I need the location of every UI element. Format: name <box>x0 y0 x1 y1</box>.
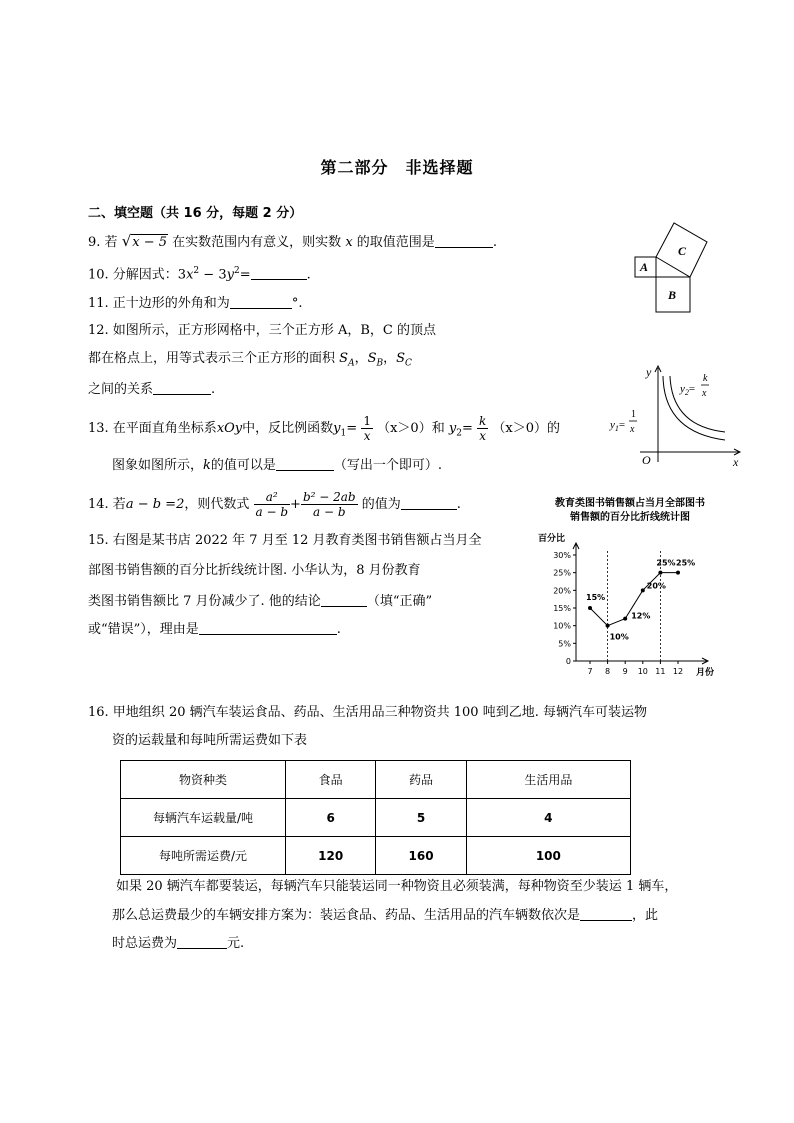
chart-title-2: 销售额的百分比折线统计图 <box>570 512 690 523</box>
data-label: 20% <box>646 581 666 591</box>
q15-answer-blank-1[interactable] <box>321 592 367 607</box>
table-cell: 5 <box>376 799 466 837</box>
origin-label: O <box>642 453 651 467</box>
q12-sep: ， <box>354 351 368 366</box>
data-point <box>606 624 610 628</box>
q13-text: 13. 在平面直角坐标系 <box>88 421 217 436</box>
q9-var: x <box>345 235 353 250</box>
table-row <box>121 799 631 837</box>
label-y2-num: k <box>703 373 708 384</box>
q16-text-4a: 那么总运费最少的车辆安排方案为：装运食品、药品、生活用品的汽车辆数依次是 <box>112 908 581 923</box>
q9-text-3: 的取值范围是 <box>356 235 435 250</box>
q13-eq2: = <box>461 421 473 436</box>
question-15-line4 <box>88 620 341 639</box>
question-12-line3 <box>88 380 215 399</box>
q14-frac1-den: a − b <box>255 505 289 519</box>
q12-sub-b: B <box>376 358 384 369</box>
q13-cond: （x＞0）和 <box>377 421 445 436</box>
question-12-line1: 12. 如图所示，正方形网格中，三个正方形 A，B，C 的顶点 <box>88 323 436 338</box>
q12-s3: S <box>396 351 406 366</box>
question-16-line2: 资的运载量和每吨所需运费如下表 <box>112 733 308 748</box>
table-header-cell: 物资种类 <box>121 761 286 799</box>
q13-text-2: 图象如图所示， <box>112 458 204 473</box>
section-heading: 二、填空题（共 16 分，每题 2 分） <box>88 206 303 221</box>
q13-fraction-2 <box>477 414 488 443</box>
label-y2: $y_2=$ <box>680 383 696 397</box>
label-a: A <box>640 260 649 274</box>
q14-post: 的值为 <box>361 497 401 512</box>
data-point <box>676 571 680 575</box>
question-15-line2: 部图书销售额的百分比折线统计图. 小华认为，8 月份教育 <box>88 563 421 578</box>
table-cell: 100 <box>466 837 630 875</box>
q10-var-y: y <box>226 267 234 283</box>
label-b: B <box>668 288 677 302</box>
q11-answer-blank[interactable] <box>230 294 292 309</box>
q16-answer-blank-1[interactable] <box>580 906 632 921</box>
question-16-line5 <box>112 934 244 953</box>
q14-text: 14. 若 <box>88 497 126 512</box>
q13-text-4: （写出一个即可）. <box>333 458 443 473</box>
q13-y2: y <box>448 421 457 436</box>
q14-end: . <box>456 497 461 512</box>
q10-var-x: x <box>186 267 194 283</box>
x-tick-label: 12 <box>672 667 684 676</box>
q13-cond2: （x＞0）的 <box>492 421 561 436</box>
q15-answer-blank-2[interactable] <box>199 620 337 635</box>
q14-frac2-num: b² − 2ab <box>302 490 356 504</box>
x-tick-label: 9 <box>622 667 628 676</box>
x-tick-label: 10 <box>637 667 648 676</box>
axis-label-y: y <box>646 365 652 379</box>
q13-text-3: 的值可以是 <box>210 458 276 473</box>
q12-text: 都在格点上，用等式表示三个正方形的面积 <box>88 351 336 366</box>
label-y1-num: 1 <box>631 409 636 420</box>
q9-text: 9. 若 <box>88 235 118 250</box>
chart-marks <box>553 543 708 676</box>
q14-answer-blank[interactable] <box>401 495 457 510</box>
data-point <box>588 606 592 610</box>
table-cell: 4 <box>466 799 630 837</box>
data-label: 12% <box>631 611 651 621</box>
q13-answer-blank[interactable] <box>276 456 334 471</box>
y-tick-label: 20% <box>553 586 571 596</box>
line-chart <box>530 493 730 683</box>
question-13-line2 <box>112 456 442 475</box>
q14-mid: ，则代数式 <box>184 497 250 512</box>
table-header-row <box>121 761 631 799</box>
question-12-line2 <box>88 350 412 373</box>
q14-frac2-den: a − b <box>313 505 346 519</box>
q10-end: . <box>306 267 311 283</box>
q12-sep2: ， <box>383 351 397 366</box>
question-15-line1: 15. 右图是某书店 2022 年 7 月至 12 月教育类图书销售额占当月全 <box>88 533 482 548</box>
question-16-line1: 16. 甲地组织 20 辆汽车装运食品、药品、生活用品三种物资共 100 吨到乙地. 每辆汽车可装运物 <box>88 705 647 720</box>
x-tick-label: 7 <box>587 667 593 676</box>
data-label: 25% <box>656 558 676 568</box>
q13-frac1-den: x <box>363 429 371 443</box>
y-tick-label: 10% <box>553 621 571 631</box>
chart-ylabel: 百分比 <box>538 534 566 544</box>
q14-frac1-num: a² <box>254 490 291 505</box>
q15-text-4: 或“错误”），理由是 <box>88 622 199 637</box>
q12-sub-a: A <box>348 358 355 369</box>
q11-end: °. <box>291 296 303 311</box>
y-tick-label: 15% <box>553 604 571 613</box>
q13-eq: = <box>346 421 358 436</box>
q9-answer-blank[interactable] <box>435 233 493 248</box>
q10-exp2: 2 <box>233 266 240 276</box>
question-16-line3: 如果 20 辆汽车都要装运，每辆汽车只能装运同一种物资且必须装满，每种物资至少装运 1 辆车， <box>116 879 678 894</box>
q12-sub-c: C <box>405 358 412 369</box>
table-header-cell: 食品 <box>286 761 376 799</box>
q13-frac1-num: 1 <box>363 414 371 428</box>
label-y2-den: x <box>702 388 707 399</box>
q16-answer-blank-2[interactable] <box>177 934 227 949</box>
q12-end: . <box>211 382 216 397</box>
q15-text-3b: （填“正确” <box>366 594 433 609</box>
q10-answer-blank[interactable] <box>251 265 307 280</box>
q13-k: k <box>203 458 211 473</box>
q10-mid: − 3 <box>199 267 227 283</box>
question-16-line4 <box>112 906 658 925</box>
y-tick-label: 0 <box>565 657 571 666</box>
table-cell: 120 <box>286 837 376 875</box>
data-label: 15% <box>586 593 606 602</box>
q13-xoy: xOy <box>216 421 243 436</box>
label-c: C <box>678 244 687 258</box>
x-tick-label: 8 <box>605 667 611 676</box>
y-tick-label: 30% <box>553 551 571 560</box>
axis-label-x: x <box>733 455 739 469</box>
q14-plus: + <box>290 497 301 512</box>
q14-fraction-2 <box>301 490 358 519</box>
q16-text-5a: 时总运费为 <box>112 936 178 951</box>
question-10 <box>88 262 311 284</box>
y-tick-label: 5% <box>558 639 571 649</box>
freight-table <box>120 760 631 875</box>
q14-cond: a − b =2 <box>125 497 185 512</box>
q10-exp: 2 <box>193 266 200 276</box>
data-point <box>623 617 627 621</box>
q14-fraction-1 <box>254 490 291 519</box>
label-y1-den: x <box>630 424 635 435</box>
question-13-line1 <box>88 414 560 449</box>
y-tick-label: 25% <box>553 568 571 578</box>
question-9: 9. 若 √x − 5 在实数范围内有意义，则实数 x 的取值范围是 . <box>88 232 497 250</box>
question-11 <box>88 294 302 313</box>
data-point <box>658 571 662 575</box>
q12-answer-blank[interactable] <box>153 380 211 395</box>
table-header-cell: 药品 <box>376 761 466 799</box>
chart-xlabel: 月份 <box>696 668 715 678</box>
table-header-cell: 生活用品 <box>466 761 630 799</box>
q9-text-2: 在实数范围内有意义，则实数 <box>172 235 342 250</box>
q12-s: S <box>339 351 349 366</box>
table-row <box>121 837 631 875</box>
label-y1: $y_1=$ <box>610 419 626 433</box>
q15-text-3a: 类图书销售额比 7 月份减少了. 他的结论 <box>88 594 321 609</box>
table-cell: 每吨所需运费/元 <box>121 837 286 875</box>
q13-mid: 中，反比例函数 <box>242 421 334 436</box>
q13-frac2-den: x <box>479 429 487 443</box>
q10-eq: = <box>239 267 251 283</box>
x-tick-label: 11 <box>655 667 666 676</box>
q13-fraction-1 <box>361 414 373 443</box>
page-title: 第二部分 非选择题 <box>320 158 474 177</box>
q13-frac2-num: k <box>478 414 487 428</box>
q13-sub1: 1 <box>340 428 347 439</box>
data-label: 25% <box>676 558 696 568</box>
q11-text: 11. 正十边形的外角和为 <box>88 296 230 311</box>
q9-radicand: x − 5 <box>132 235 168 250</box>
q9-end: . <box>492 235 497 250</box>
question-15-line3 <box>88 592 432 611</box>
q12-s2: S <box>367 351 377 366</box>
q16-text-4b: ，此 <box>632 908 659 923</box>
data-point <box>641 588 645 592</box>
table-cell: 每辆汽车运载量/吨 <box>121 799 286 837</box>
curve-y2 <box>670 376 725 432</box>
data-label: 10% <box>609 632 629 642</box>
table-cell: 6 <box>286 799 376 837</box>
table-cell: 160 <box>376 837 466 875</box>
question-14 <box>88 488 461 522</box>
q13-sub2: 2 <box>456 428 462 439</box>
q13-y1: y <box>333 421 341 436</box>
q10-text: 10. 分解因式：3 <box>88 267 187 283</box>
q16-text-5b: 元. <box>227 936 245 951</box>
chart-title-1: 教育类图书销售额占当月全部图书 <box>555 498 705 509</box>
q12-text-3: 之间的关系 <box>88 382 154 397</box>
hyperbola-figure <box>600 362 760 472</box>
q15-end: . <box>336 622 341 637</box>
squares-figure <box>630 215 730 315</box>
